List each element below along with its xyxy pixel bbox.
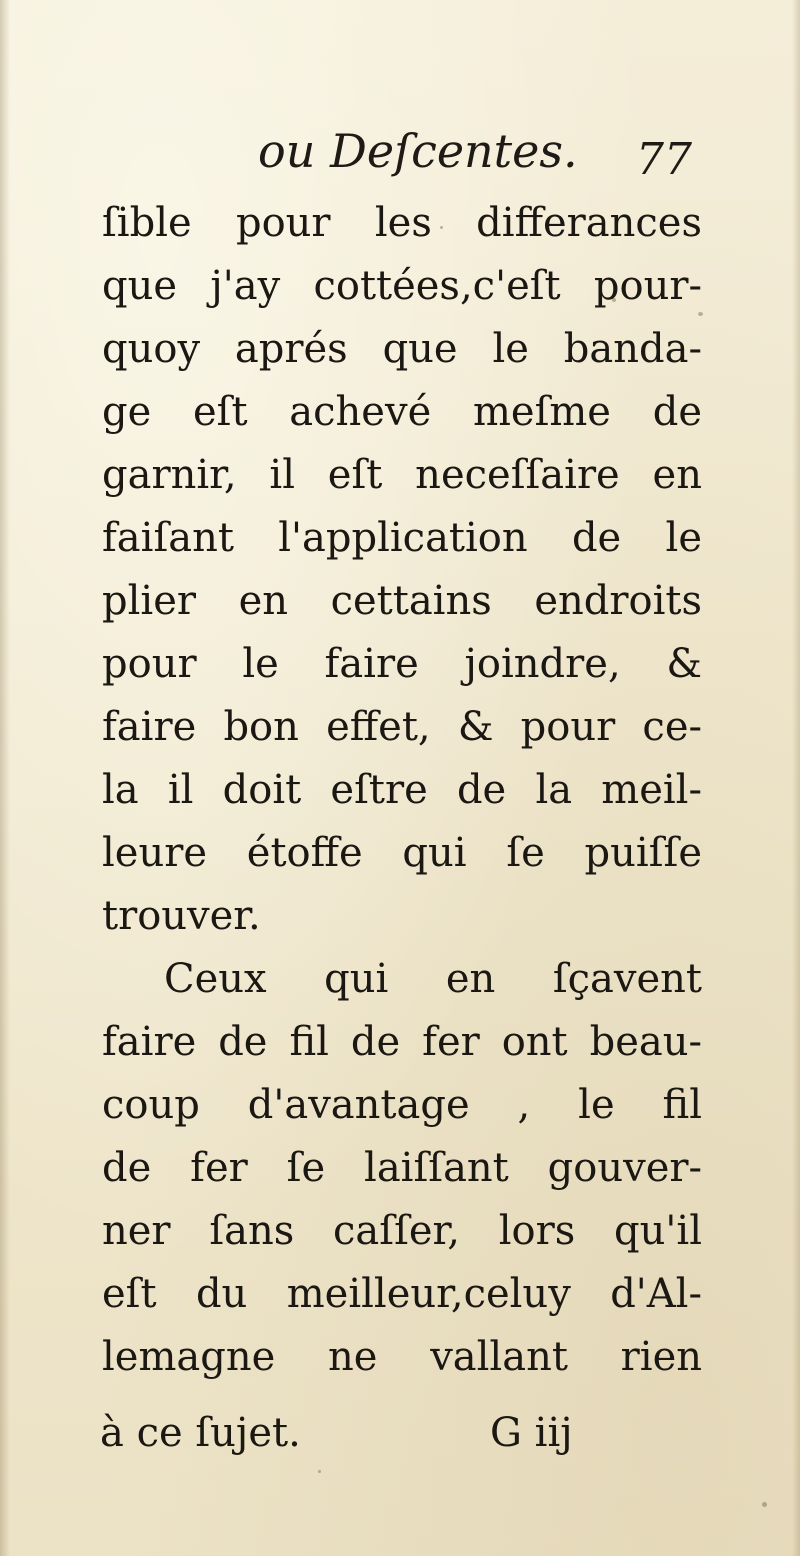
text-line: leure étoffe qui ſe puiſſe xyxy=(102,830,702,876)
text-line: faiſant l'application de le xyxy=(102,515,702,561)
text-line: plier en cettains endroits xyxy=(102,578,702,624)
paper-speck xyxy=(762,1502,767,1507)
body-text xyxy=(102,192,702,1389)
paper-speck xyxy=(698,312,703,316)
text-line: faire bon effet, & pour ce- xyxy=(102,704,702,750)
paper-speck xyxy=(318,1470,321,1473)
text-line: quoy aprés que le banda- xyxy=(102,326,702,372)
signature-mark: G iij xyxy=(490,1410,573,1456)
text-line: ge eſt achevé meſme de xyxy=(102,389,702,435)
text-line: que j'ay cottées,c'eſt pour- xyxy=(102,263,702,309)
paragraph-start-line: Ceux qui en ſçavent xyxy=(164,956,702,1002)
text-line: de fer ſe laiſſant gouver- xyxy=(102,1145,702,1191)
page-number: 77 xyxy=(636,134,692,185)
text-line: pour le faire joindre, & xyxy=(102,641,702,687)
text-line: ſible pour les differances xyxy=(102,200,702,246)
text-line: ner ſans caſſer, lors qu'il xyxy=(102,1208,702,1254)
last-text-line: à ce ſujet. xyxy=(100,1410,301,1456)
running-head: ou Deſcentes. xyxy=(258,124,578,178)
paper-speck xyxy=(440,226,443,229)
text-line: garnir, il eſt neceſſaire en xyxy=(102,452,702,498)
text-line: coup d'avantage , le fil xyxy=(102,1082,702,1128)
text-line: la il doit eſtre de la meil- xyxy=(102,767,702,813)
paragraph-end-line: trouver. xyxy=(102,893,261,939)
text-line: eſt du meilleur,celuy d'Al- xyxy=(102,1271,702,1317)
text-line: faire de fil de fer ont beau- xyxy=(102,1019,702,1065)
page-edge-shadow-right xyxy=(792,0,800,1556)
paper-speck xyxy=(612,298,616,302)
page-edge-shadow-left xyxy=(0,0,10,1556)
text-line: lemagne ne vallant rien xyxy=(102,1334,702,1380)
